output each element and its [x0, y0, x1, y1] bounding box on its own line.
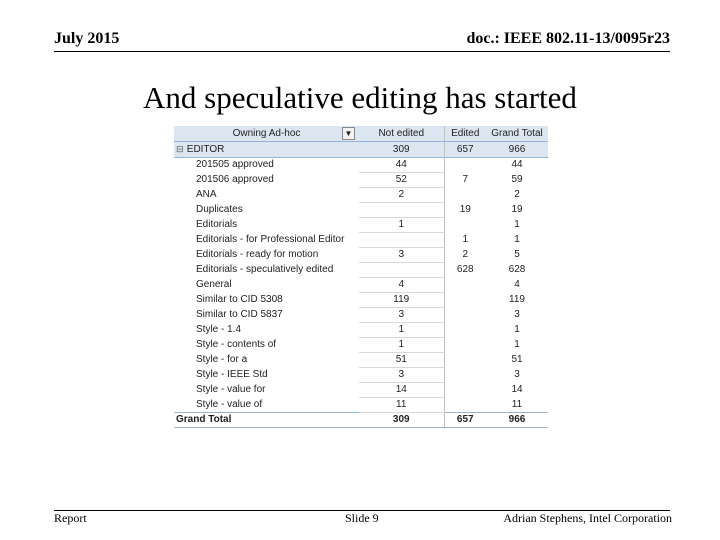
table-row — [174, 218, 548, 233]
filter-dropdown-icon[interactable]: ▼ — [342, 127, 355, 140]
table-row — [174, 368, 548, 383]
table-row — [174, 383, 548, 398]
row-label: ANA — [196, 189, 217, 200]
row-not-edited: 2 — [359, 188, 444, 203]
row-label: Duplicates — [196, 204, 243, 215]
row-grand-total: 11 — [511, 398, 523, 410]
column-header-grand-total: Grand Total — [486, 126, 548, 142]
table-row — [174, 338, 548, 353]
table-row — [174, 353, 548, 368]
table-row — [174, 278, 548, 293]
row-label: Style - value for — [196, 384, 266, 395]
group-row-editor — [174, 142, 548, 158]
table-row — [174, 398, 548, 413]
row-edited: 19 — [459, 204, 471, 215]
group-total: 966 — [486, 142, 548, 158]
row-not-edited: 51 — [359, 353, 444, 368]
group-label-cell — [174, 142, 359, 158]
row-edited — [444, 308, 486, 323]
row-edited — [444, 383, 486, 398]
table-row — [174, 293, 548, 308]
row-edited — [444, 293, 486, 308]
row-label: Style - value of — [196, 398, 263, 410]
row-grand-total: 4 — [514, 279, 520, 290]
row-label: Editorials - speculatively edited — [196, 264, 334, 275]
row-grand-total: 3 — [514, 369, 520, 380]
row-edited — [444, 278, 486, 293]
row-label: General — [196, 279, 232, 290]
header-doc-id: doc.: IEEE 802.11-13/0095r23 — [466, 30, 670, 47]
row-label: Style - 1.4 — [196, 324, 242, 335]
row-not-edited — [359, 203, 444, 218]
row-not-edited: 44 — [359, 158, 444, 173]
row-edited — [444, 368, 486, 383]
row-not-edited: 52 — [359, 173, 444, 188]
row-label: Style - contents of — [196, 339, 277, 350]
row-not-edited: 3 — [359, 308, 444, 323]
row-not-edited: 3 — [359, 368, 444, 383]
footer-author: Adrian Stephens, Intel Corporation — [503, 511, 672, 525]
table-row — [174, 323, 548, 338]
column-header-owning-adhoc: Owning Ad-hoc — [232, 127, 301, 139]
grand-total-not-edited: 309 — [359, 413, 444, 428]
row-edited — [444, 353, 486, 368]
row-grand-total: 1 — [514, 234, 520, 245]
row-not-edited: 1 — [359, 323, 444, 338]
row-edited: 7 — [462, 174, 469, 185]
table-row — [174, 158, 548, 173]
row-label: Editorials — [196, 219, 238, 230]
row-not-edited: 1 — [359, 338, 444, 353]
row-label: 201505 approved — [196, 159, 274, 171]
row-not-edited: 11 — [359, 398, 444, 413]
pivot-table — [174, 126, 548, 428]
row-not-edited: 4 — [359, 278, 444, 293]
column-header-edited: Edited — [444, 126, 486, 142]
row-grand-total: 2 — [514, 189, 520, 200]
row-grand-total: 44 — [511, 159, 523, 171]
row-grand-total: 1 — [514, 339, 520, 350]
slide-title: And speculative editing has started — [143, 80, 577, 115]
row-edited — [444, 218, 486, 233]
grand-total-edited: 657 — [444, 413, 486, 428]
row-edited — [444, 398, 486, 413]
header-date: July 2015 — [54, 30, 120, 47]
row-not-edited: 119 — [359, 293, 444, 308]
group-not-edited: 309 — [359, 142, 444, 158]
footer-left: Report — [54, 511, 87, 525]
row-edited: 1 — [462, 234, 469, 245]
column-header-not-edited: Not edited — [359, 126, 444, 142]
group-edited: 657 — [444, 142, 486, 158]
grand-total-total: 966 — [486, 413, 548, 428]
row-grand-total: 51 — [511, 354, 523, 365]
row-grand-total: 119 — [509, 294, 525, 305]
table-row — [174, 308, 548, 323]
row-not-edited — [359, 263, 444, 278]
table-row — [174, 173, 548, 188]
row-edited: 628 — [456, 264, 474, 275]
row-not-edited: 1 — [359, 218, 444, 233]
row-edited — [444, 323, 486, 338]
row-label: 201506 approved — [196, 174, 274, 185]
row-edited — [444, 338, 486, 353]
row-edited: 2 — [462, 249, 469, 260]
row-grand-total: 628 — [508, 264, 526, 275]
footer-slide-number: Slide 9 — [345, 511, 379, 525]
row-not-edited: 14 — [359, 383, 444, 398]
row-label: Editorials - ready for motion — [196, 249, 319, 260]
row-edited — [444, 188, 486, 203]
row-label: Style - IEEE Std — [196, 369, 268, 380]
pivot-header-cell — [174, 126, 359, 142]
row-label: Similar to CID 5837 — [196, 309, 283, 320]
row-grand-total: 5 — [514, 249, 520, 260]
row-label: Similar to CID 5308 — [196, 294, 283, 305]
collapse-icon[interactable]: ⊟ — [176, 144, 184, 154]
row-label: Style - for a — [196, 354, 248, 365]
table-row — [174, 233, 548, 248]
group-label: EDITOR — [186, 144, 225, 155]
table-row — [174, 248, 548, 263]
row-grand-total: 3 — [514, 309, 520, 320]
header-rule — [54, 51, 670, 52]
row-grand-total: 14 — [511, 384, 523, 395]
table-row — [174, 203, 548, 218]
row-grand-total: 19 — [511, 204, 523, 215]
table-row — [174, 263, 548, 278]
row-label: Editorials - for Professional Editor — [196, 234, 345, 245]
row-not-edited: 3 — [359, 248, 444, 263]
row-grand-total: 1 — [514, 219, 520, 230]
pivot-header-row — [174, 126, 548, 142]
row-edited — [444, 158, 486, 173]
row-grand-total: 1 — [514, 324, 520, 335]
row-not-edited — [359, 233, 444, 248]
row-grand-total: 59 — [511, 174, 523, 185]
table-row — [174, 188, 548, 203]
grand-total-row — [174, 413, 548, 428]
grand-total-label: Grand Total — [174, 413, 359, 428]
